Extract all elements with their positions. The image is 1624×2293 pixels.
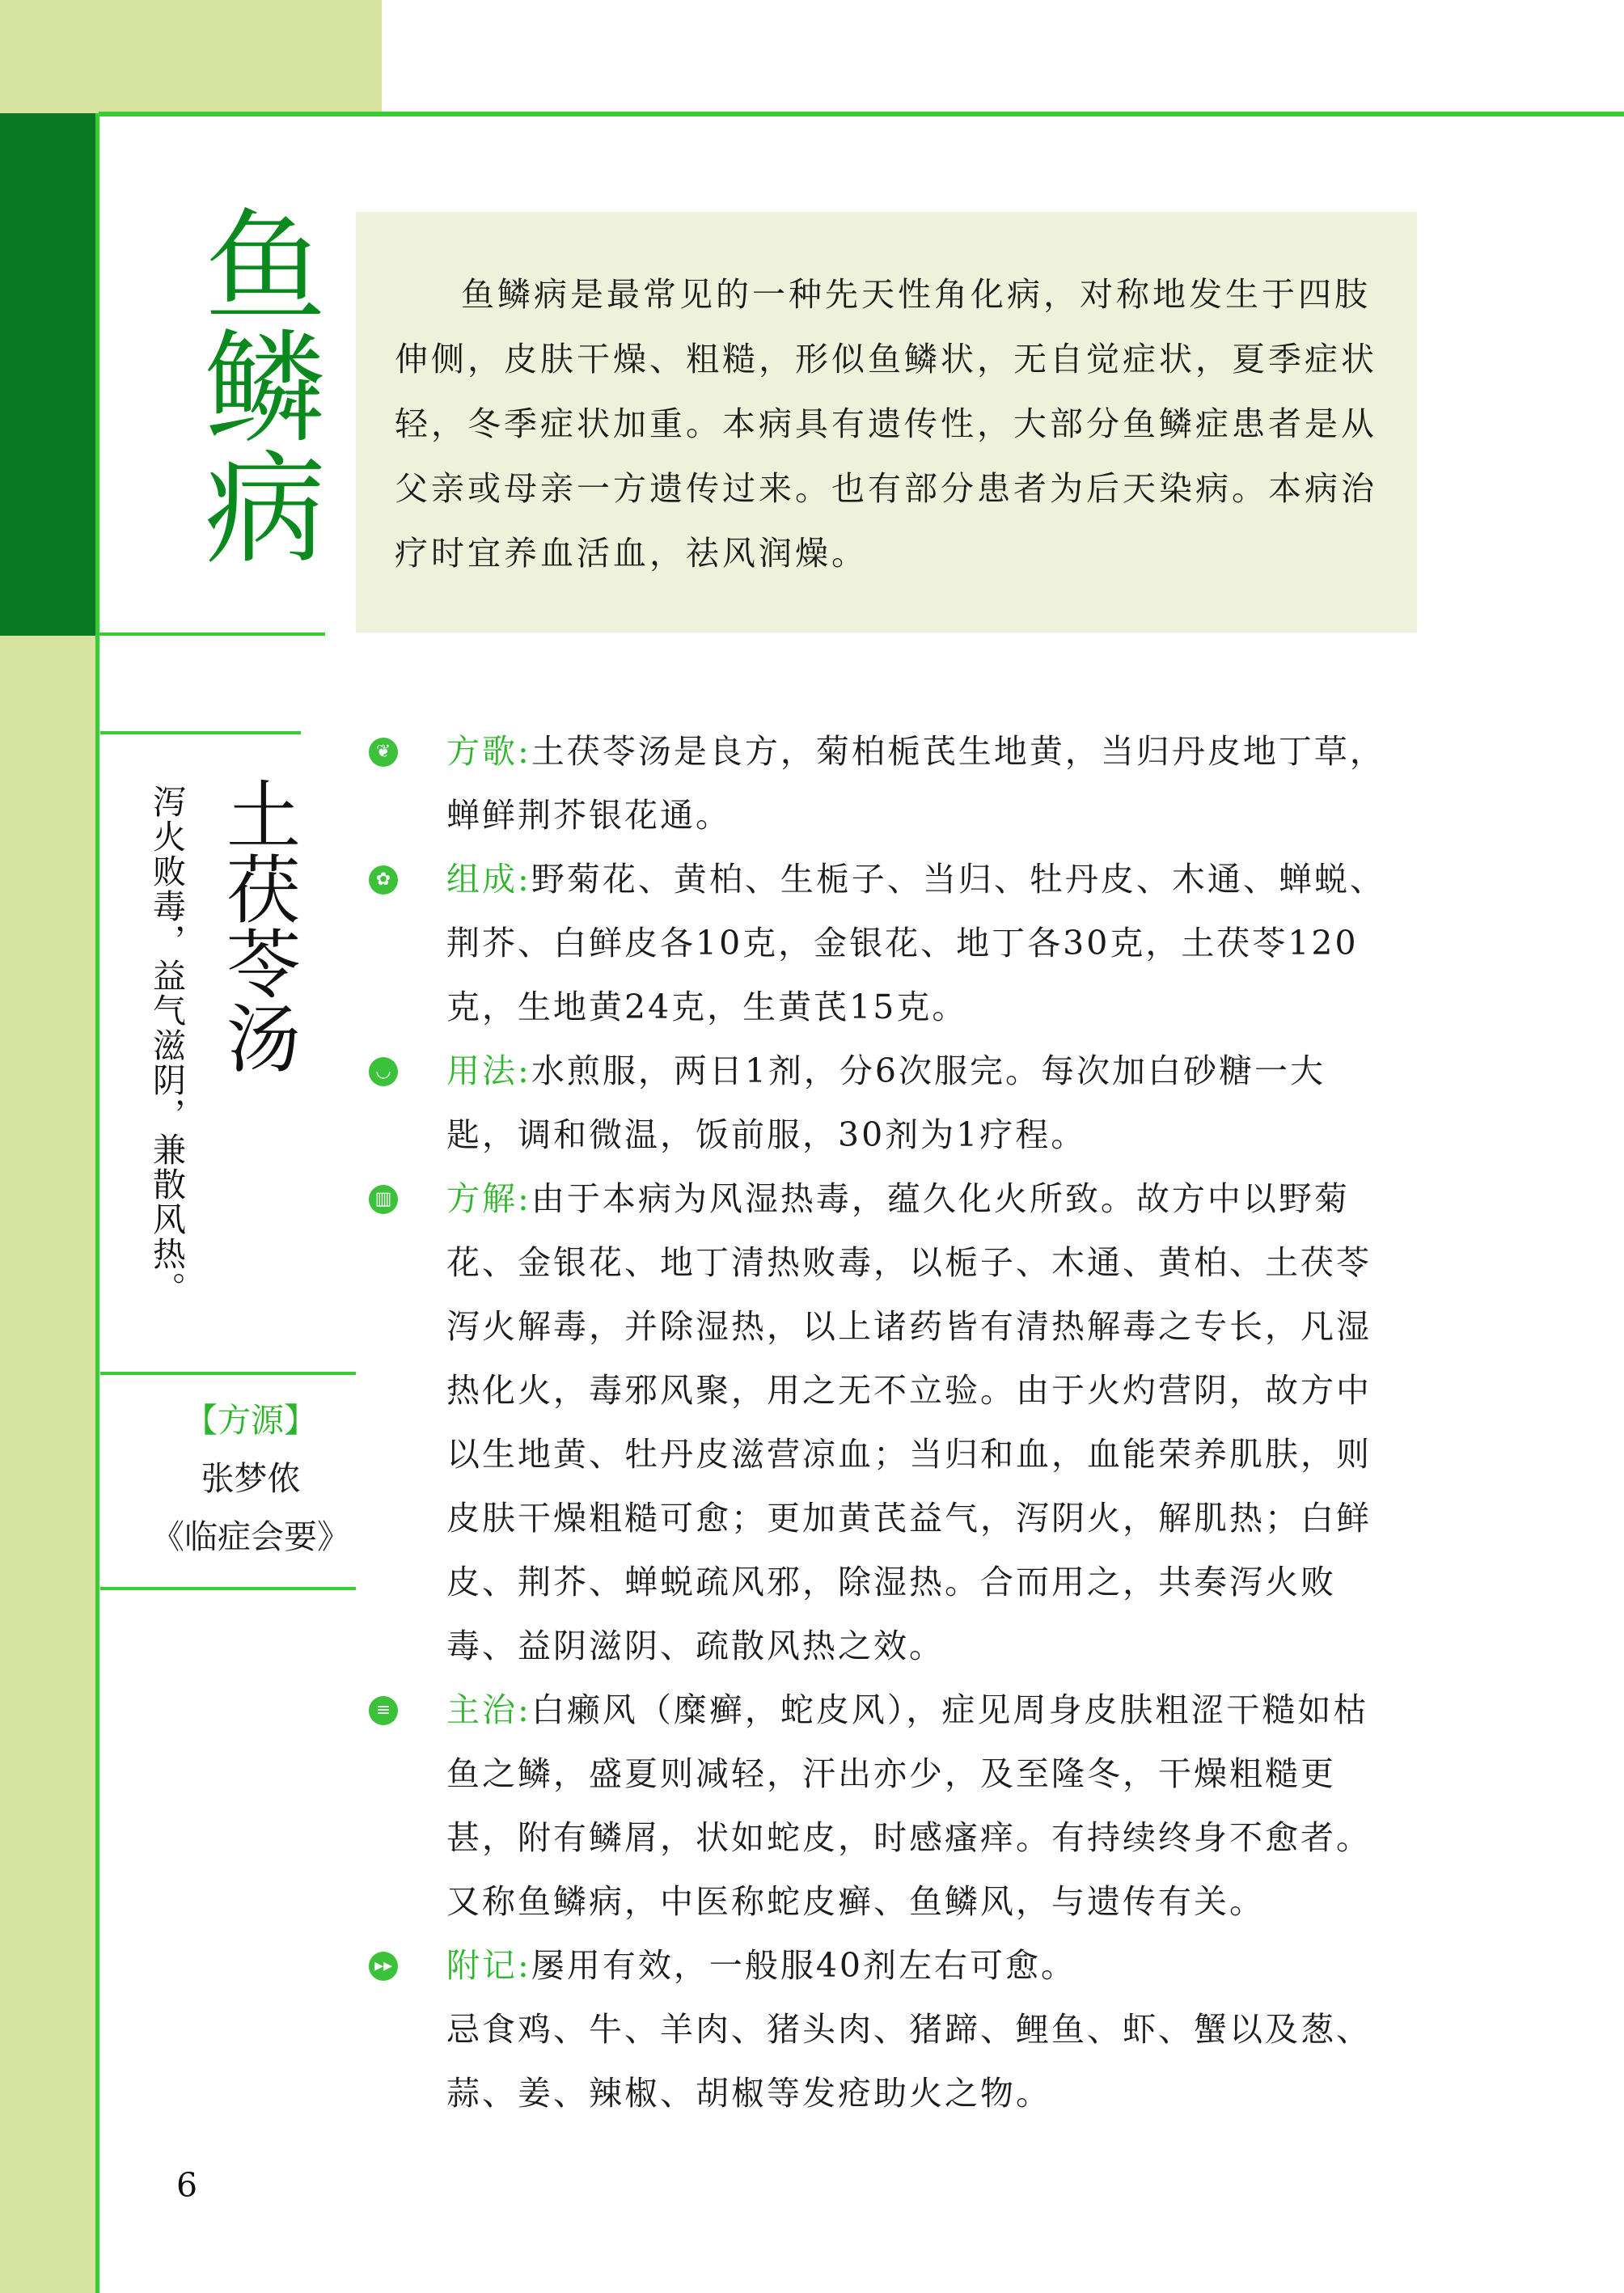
bowl-icon: ◡ [369,1057,398,1086]
section-yongfa [375,1039,1394,1167]
section-fangge [375,720,1394,848]
section-text: 屡用有效，一般服40剂左右可愈。 [531,1946,1076,1985]
section-label: 主治: [446,1690,531,1729]
main-body [374,720,1394,2126]
formula-source [100,1391,401,1566]
forward-icon: ▸▸ [369,1952,398,1981]
left-rule [95,113,99,2293]
list-icon: ≡ [369,1696,398,1725]
intro-box [356,212,1417,632]
top-rule [99,112,1624,116]
source-author: 张梦侬 [201,1459,301,1498]
section-zhuzhi [375,1678,1394,1934]
divider [100,1372,356,1375]
section-text: 水煎服，两日1剂，分6次服完。每次加白砂糖一大匙，调和微温，饭前服，30剂为1疗程。 [446,1051,1326,1154]
section-fuji [374,1934,1394,2126]
leaf-icon: ❦ [369,738,398,767]
book-icon: ▥ [369,1185,398,1214]
section-fangjie [374,1167,1394,1678]
top-left-color-block [0,0,382,113]
section-text: 土茯苓汤是良方，菊柏栀芪生地黄，当归丹皮地丁草，蝉鲜荆芥银花通。 [446,732,1385,835]
formula-effect: 泻火败毒，益气滋阴，兼散风热。 [147,785,186,1306]
page-number: 6 [176,2166,198,2205]
section-label: 方解: [446,1179,531,1218]
divider [99,632,325,636]
section-label: 用法: [446,1051,531,1090]
formula-name: 土茯苓汤 [214,776,301,1074]
section-label: 附记: [446,1946,531,1985]
herb-icon: ✿ [369,865,398,895]
source-label: 【方源】 [184,1401,317,1440]
section-label: 组成: [446,860,531,899]
section-label: 方歌: [446,732,531,771]
section-text: 野菊花、黄柏、生栀子、当归、牡丹皮、木通、蝉蜕、荆芥、白鲜皮各10克，金银花、地丁各30克，土茯苓120克，生地黄24克，生黄芪15克。 [446,860,1385,1026]
section-text: 由于本病为风湿热毒，蕴久化火所致。故方中以野菊花、金银花、地丁清热败毒，以栀子、木通、黄柏、土茯苓泻火解毒，并除湿热，以上诸药皆有清热解毒之专长，凡湿热化火，毒邪风聚，用之无不立验。由于火灼营阴，故方中以生地黄、牡丹皮滋营凉血；当归和血，血能荣养肌肤，则皮肤干燥粗糙可愈；更加黄芪益气，泻阴火，解肌热；白鲜皮、荆芥、蝉蜕疏风邪，除湿热。合而用之，共奏泻火败毒、益阴滋阴、疏散风热之效。 [446,1179,1372,1665]
page-title: 鱼鳞病 [184,202,324,566]
source-book: 《临症会要》 [151,1517,350,1556]
section-zucheng [375,848,1394,1039]
title-color-block [0,113,99,636]
divider [100,731,301,734]
intro-text: 鱼鳞病是最常见的一种先天性角化病，对称地发生于四肢伸侧，皮肤干燥、粗糙，形似鱼鳞状，无自觉症状，夏季症状轻，冬季症状加重。本病具有遗传性，大部分鱼鳞症患者是从父亲或母亲一方遗传过来。也有部分患者为后天染病。本病治疗时宜养血活血，祛风润燥。 [395,275,1377,573]
section-extra-text: 忌食鸡、牛、羊肉、猪头肉、猪蹄、鲤鱼、虾、蟹以及葱、蒜、姜、辣椒、胡椒等发疮助火之物。 [446,2010,1372,2113]
section-text: 白癞风（糜癣，蛇皮风），症见周身皮肤粗涩干糙如枯鱼之鳞，盛夏则减轻，汗出亦少，及至隆冬，干燥粗糙更甚，附有鳞屑，状如蛇皮，时感瘙痒。有持续终身不愈者。又称鱼鳞病，中医称蛇皮癣、鱼鳞风，与遗传有关。 [446,1690,1372,1921]
divider [100,1587,356,1590]
